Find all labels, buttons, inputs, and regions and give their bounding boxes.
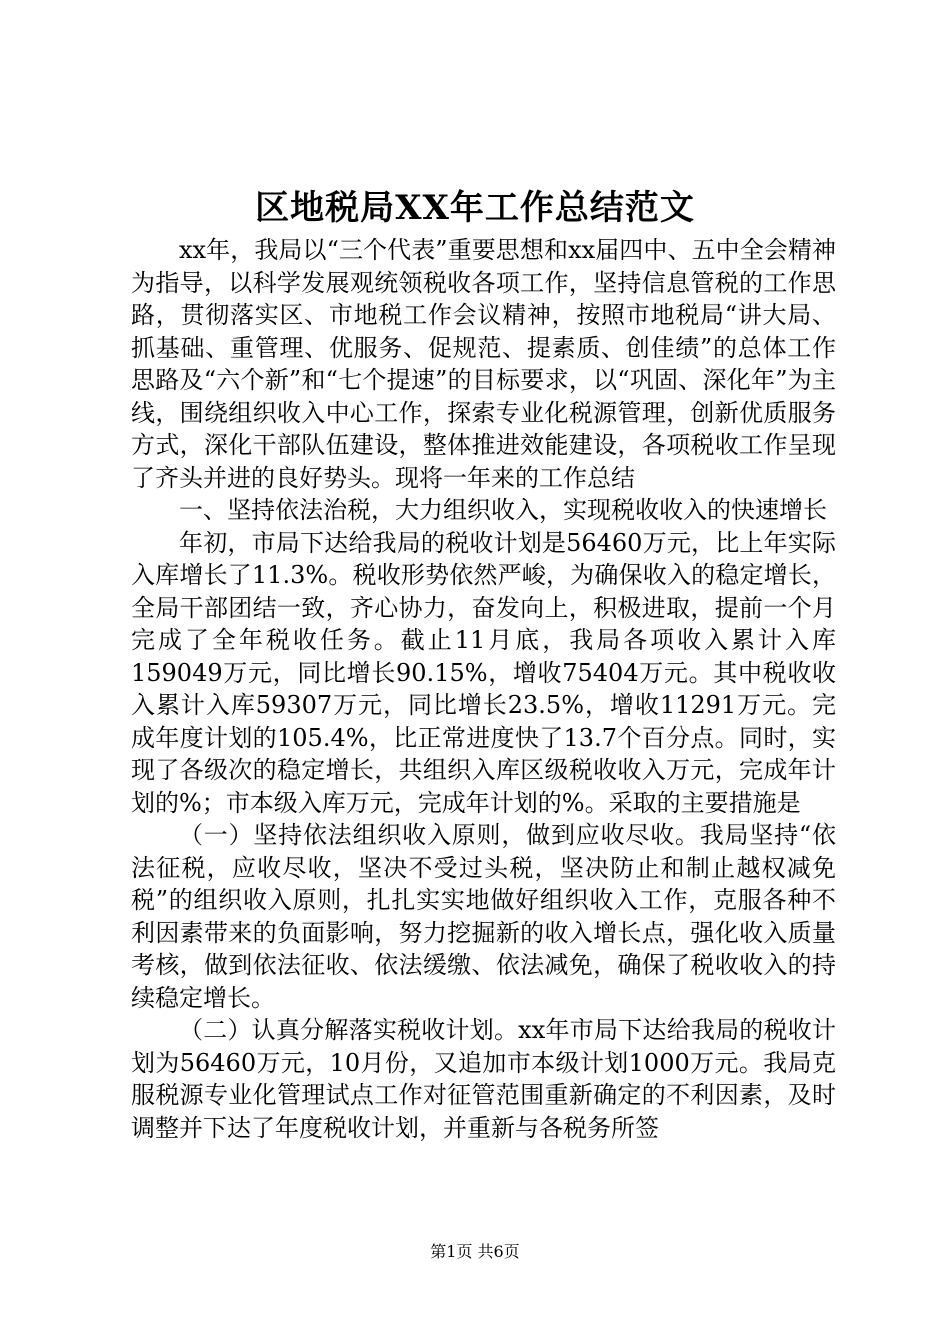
section-heading-1: 一、坚持依法治税，大力组织收入，实现税收收入的快速增长 xyxy=(179,496,827,524)
paragraph-measure-2: （二）认真分解落实税收计划。xx年市局下达给我局的税收计划为56460万元，10月份，又追加市本级计划1000万元。我局克服税源专业化管理试点工作对征管范围重新确定的不利因素，及时调整并下达了年度税收计划，并重新与各税务所签 xyxy=(131,1016,836,1142)
page-number-footer: 第1页 共6页 xyxy=(430,1242,520,1261)
paragraph-intro: xx年，我局以“三个代表”重要思想和xx届四中、五中全会精神为指导，以科学发展观统领税收各项工作，坚持信息管税的工作思路，贯彻落实区、市地税工作会议精神，按照市地税局“讲大局、抓基础、重管理、优服务、促规范、提素质、创佳绩”的总体工作思路及“六个新”和“七个提速”的目标要求，以“巩固、深化年”为主线，围绕组织收入中心工作，探索专业化税源管理，创新优质服务方式，深化干部队伍建设，整体推进效能建设，各项税收工作呈现了齐头并进的良好势头。现将一年来的工作总结 xyxy=(131,236,836,492)
document-body xyxy=(131,234,836,1144)
paragraph-measure-1: （一）坚持依法组织收入原则，做到应收尽收。我局坚持“依法征税，应收尽收，坚决不受过头税，坚决防止和制止越权减免税”的组织收入原则，扎扎实实地做好组织收入工作，克服各种不利因素带来的负面影响，努力挖掘新的收入增长点，强化收入质量考核，做到依法征收、依法缓缴、依法减免，确保了税收收入的持续稳定增长。 xyxy=(131,821,836,1012)
document-title: 区地税局XX年工作总结范文 xyxy=(255,188,695,228)
paragraph-revenue: 年初，市局下达给我局的税收计划是56460万元，比上年实际入库增长了11.3%。税收形势依然严峻，为确保收入的稳定增长，全局干部团结一致，齐心协力，奋发向上，积极进取，提前一个月完成了全年税收任务。截止11月底，我局各项收入累计入库159049万元，同比增长90.15%，增收75404万元。其中税收收入累计入库59307万元，同比增长23.5%，增收11291万元。完成年度计划的105.4%，比正常进度快了13.7个百分点。同时，实现了各级次的稳定增长，共组织入库区级税收收入万元，完成年计划的%；市本级入库万元，完成年计划的%。采取的主要措施是 xyxy=(131,528,836,817)
